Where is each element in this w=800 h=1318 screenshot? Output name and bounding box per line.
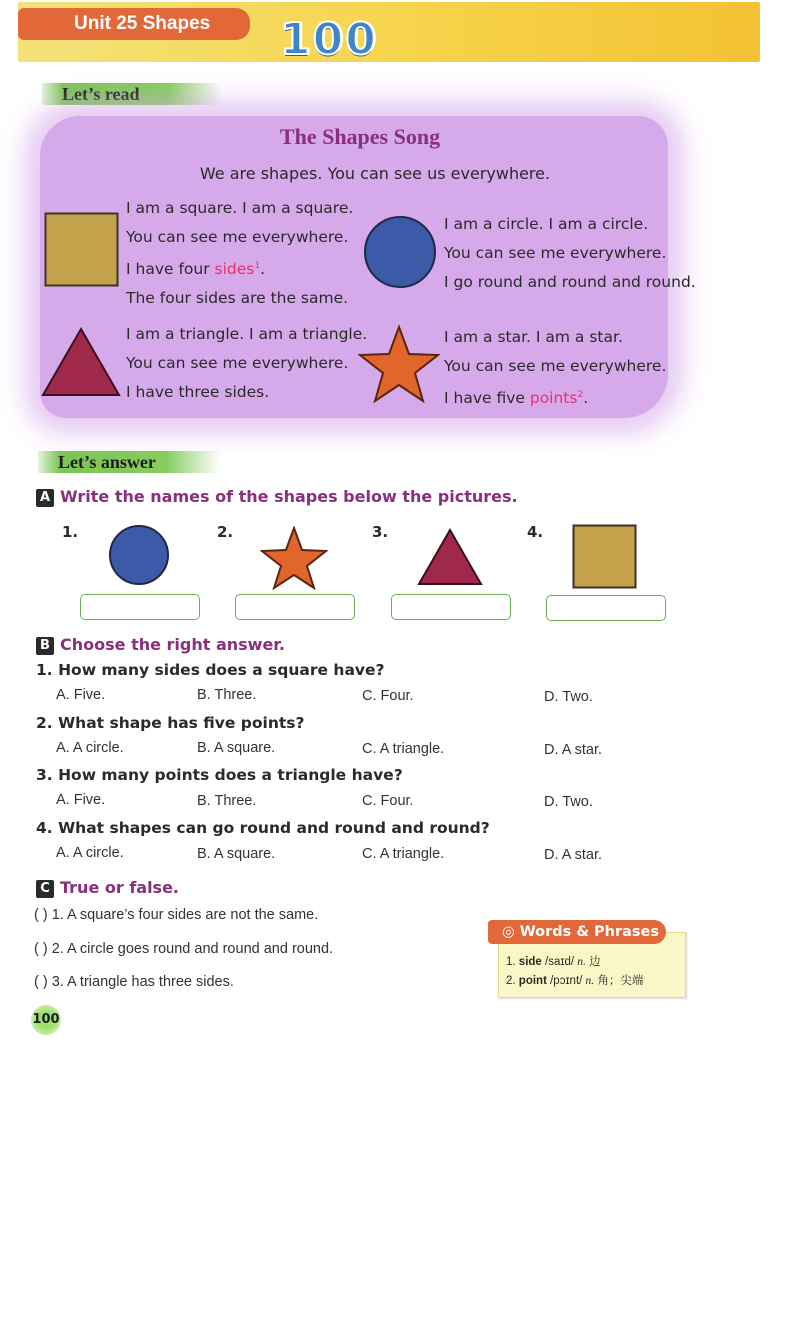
part-c-heading bbox=[36, 878, 179, 898]
square-picture-icon bbox=[572, 524, 638, 590]
square-line-4: The four sides are the same. bbox=[126, 289, 349, 308]
word-1-num: 1. bbox=[506, 956, 516, 968]
q1-option-a[interactable]: A. Five. bbox=[56, 687, 106, 703]
star-picture-icon bbox=[260, 526, 328, 590]
part-a-heading bbox=[36, 487, 518, 507]
part-b-letter: B bbox=[36, 637, 54, 655]
circle-picture-icon bbox=[108, 524, 170, 586]
part-c-instruction: True or false. bbox=[60, 878, 180, 897]
star-verse bbox=[444, 323, 666, 413]
q3-option-a[interactable]: A. Five. bbox=[56, 792, 106, 808]
star-line-3-post: . bbox=[583, 389, 589, 408]
q2-option-a[interactable]: A. A circle. bbox=[56, 740, 124, 756]
part-b-instruction: Choose the right answer. bbox=[60, 635, 285, 654]
question-4: 4. What shapes can go round and round and round? bbox=[36, 819, 490, 837]
song-title: The Shapes Song bbox=[279, 124, 441, 149]
circle-line-3: I go round and round and round. bbox=[444, 273, 696, 291]
unit-title: Unit 25 Shapes bbox=[18, 8, 250, 40]
part-a-letter: A bbox=[36, 489, 54, 507]
question-2: 2. What shape has five points? bbox=[36, 714, 305, 732]
answer-box-2[interactable] bbox=[235, 594, 355, 620]
square-line-3 bbox=[126, 252, 353, 284]
q4-option-d[interactable]: D. A star. bbox=[544, 847, 603, 863]
q4-option-a[interactable]: A. A circle. bbox=[56, 845, 124, 861]
circle-line-2: You can see me everywhere. bbox=[444, 244, 667, 262]
lets-answer-tag: Let’s answer bbox=[38, 451, 220, 473]
triangle-picture-icon bbox=[416, 528, 484, 586]
q4-option-c[interactable]: C. A triangle. bbox=[362, 846, 445, 862]
answer-box-3[interactable] bbox=[391, 594, 511, 620]
part-a-instruction: Write the names of the shapes below the pictures. bbox=[60, 487, 518, 506]
triangle-line-2: You can see me everywhere. bbox=[126, 354, 349, 372]
lets-read-tag: Let’s read bbox=[42, 83, 222, 105]
q2-option-d[interactable]: D. A star. bbox=[544, 742, 603, 758]
q1-option-c[interactable]: C. Four. bbox=[362, 688, 414, 704]
true-false-3[interactable]: ( ) 3. A triangle has three sides. bbox=[34, 974, 234, 990]
answer-box-1[interactable] bbox=[80, 594, 200, 620]
triangle-verse bbox=[126, 320, 367, 407]
question-1: 1. How many sides does a square have? bbox=[36, 661, 385, 679]
q3-option-b[interactable]: B. Three. bbox=[197, 793, 257, 809]
points-word: points bbox=[529, 389, 578, 408]
star-line-3-pre: I have five bbox=[444, 389, 530, 408]
q2-option-b[interactable]: B. A square. bbox=[197, 740, 276, 756]
star-shape-icon bbox=[358, 324, 440, 404]
q2-option-c[interactable]: C. A triangle. bbox=[362, 741, 445, 757]
triangle-line-1: I am a triangle. I am a triangle. bbox=[126, 325, 368, 343]
square-line-3-pre: I have four bbox=[126, 260, 215, 279]
square-line-2: You can see me everywhere. bbox=[126, 228, 349, 246]
circle-shape-icon bbox=[362, 214, 438, 290]
star-line-2: You can see me everywhere. bbox=[444, 357, 667, 375]
page-number: 100 bbox=[31, 1005, 61, 1035]
triangle-shape-icon bbox=[40, 326, 122, 398]
word-2-phonetic: /pɔɪnt/ bbox=[550, 975, 583, 987]
shape-item-3-number: 3. bbox=[372, 523, 389, 541]
part-b-heading bbox=[36, 635, 285, 655]
sides-footnote: 1 bbox=[254, 261, 261, 271]
circle-verse bbox=[444, 210, 696, 297]
words-phrases-title: ◎ Words & Phrases bbox=[488, 920, 666, 944]
triangle-line-3: I have three sides. bbox=[126, 383, 270, 401]
word-entry-side bbox=[506, 953, 601, 969]
square-verse bbox=[126, 194, 353, 313]
square-line-3-post: . bbox=[260, 260, 266, 279]
shape-item-4-number: 4. bbox=[527, 523, 544, 541]
square-shape-icon bbox=[44, 212, 120, 288]
shape-item-1-number: 1. bbox=[62, 523, 79, 541]
star-line-1: I am a star. I am a star. bbox=[444, 328, 623, 346]
lesson-number: 100 bbox=[280, 14, 378, 65]
q3-option-d[interactable]: D. Two. bbox=[544, 794, 593, 810]
answer-box-4[interactable] bbox=[546, 595, 666, 621]
q4-option-b[interactable]: B. A square. bbox=[197, 846, 276, 862]
sides-word: sides bbox=[214, 260, 255, 279]
shape-item-2-number: 2. bbox=[217, 523, 234, 541]
word-2-meaning: 角；尖端 bbox=[597, 975, 644, 987]
word-1-phonetic: /saɪd/ bbox=[545, 956, 575, 968]
word-2-num: 2. bbox=[506, 975, 516, 987]
word-1-meaning: 边 bbox=[589, 956, 601, 968]
word-2-word: point bbox=[518, 975, 547, 987]
part-c-letter: C bbox=[36, 880, 54, 898]
word-1-word: side bbox=[518, 956, 542, 968]
question-3: 3. How many points does a triangle have? bbox=[36, 766, 403, 784]
q1-option-d[interactable]: D. Two. bbox=[544, 689, 593, 705]
square-line-1: I am a square. I am a square. bbox=[126, 199, 354, 217]
star-line-3 bbox=[444, 381, 666, 413]
circle-line-1: I am a circle. I am a circle. bbox=[444, 215, 649, 233]
word-1-pos: n. bbox=[577, 956, 586, 968]
true-false-2[interactable]: ( ) 2. A circle goes round and round and round. bbox=[34, 941, 334, 957]
q3-option-c[interactable]: C. Four. bbox=[362, 793, 414, 809]
true-false-1[interactable]: ( ) 1. A square’s four sides are not the same. bbox=[34, 907, 319, 923]
q1-option-b[interactable]: B. Three. bbox=[197, 687, 257, 703]
song-intro: We are shapes. You can see us everywhere. bbox=[199, 164, 551, 183]
points-footnote: 2 bbox=[577, 390, 584, 400]
word-entry-point bbox=[506, 972, 643, 988]
word-2-pos: n. bbox=[585, 975, 595, 987]
